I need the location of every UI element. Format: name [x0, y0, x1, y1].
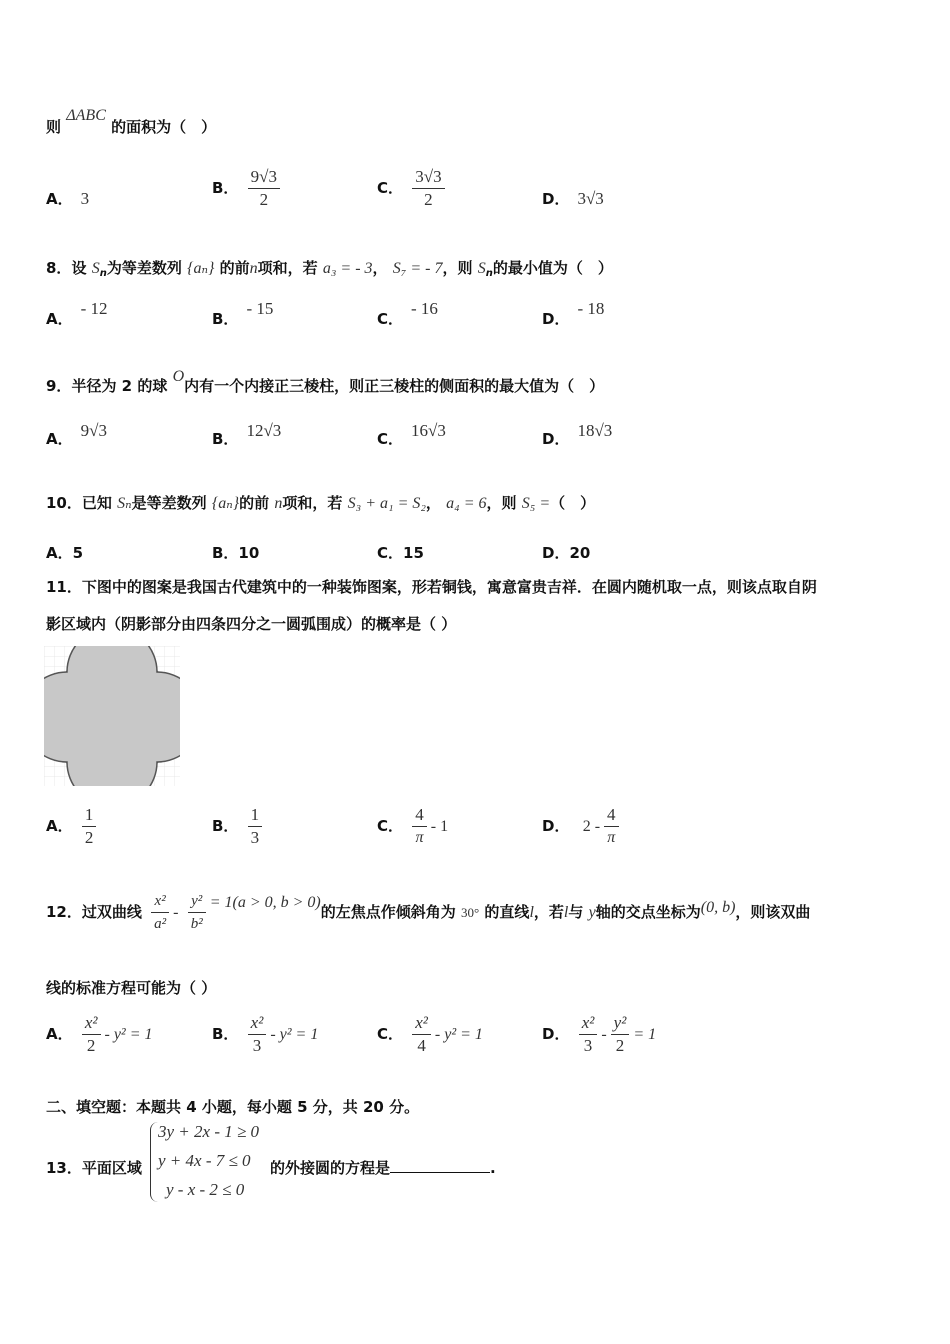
text: 是等差数列 — [131, 494, 207, 512]
option-value: 3 — [80, 189, 90, 208]
text: 的最小值为（ ） — [492, 259, 613, 277]
inequality-3: y - x - 2 ≤ 0 — [166, 1180, 245, 1199]
math-condition: a₃ = - 3 — [322, 260, 373, 277]
numerator: y² — [188, 890, 206, 913]
option-label: D． — [542, 310, 570, 328]
tail: = 1 — [633, 1026, 657, 1043]
numerator: x² — [151, 890, 169, 913]
option-value: 16√3 — [411, 421, 446, 440]
tail: - y² = 1 — [270, 1026, 319, 1043]
q7-option-b[interactable] — [212, 166, 284, 211]
period: . — [490, 1159, 496, 1177]
numerator: 4 — [412, 804, 427, 827]
option-label: C． — [377, 1025, 404, 1043]
option-label: D． — [542, 430, 570, 448]
q11-stem-line2: 影区域内（阴影部分由四条四分之一圆弧围成）的概率是（ ） — [46, 615, 457, 633]
answer-blank[interactable] — [390, 1158, 490, 1173]
text: 设 — [71, 259, 87, 277]
denominator: 2 — [615, 1036, 625, 1055]
math-n: n — [249, 260, 258, 277]
math-sub: n — [485, 268, 493, 279]
text: ，则 — [442, 259, 473, 277]
point: (0, b) — [700, 899, 736, 916]
option-label: C． — [377, 310, 404, 328]
denominator: a² — [154, 916, 167, 932]
condition: = 1(a > 0, b > 0) — [209, 894, 321, 911]
text: 内有一个内接正三棱柱，则正三棱柱的侧面积的最大值为（ ） — [184, 377, 605, 395]
denominator: π — [415, 829, 424, 846]
text: 已知 — [81, 494, 112, 512]
q12-option-b[interactable] — [212, 1012, 318, 1057]
option-label: A． — [46, 190, 73, 208]
question-number: 9． — [46, 377, 72, 395]
option-label: D． — [542, 1025, 570, 1043]
q12-stem-line2: 线的标准方程可能为（ ） — [46, 979, 217, 997]
text: 过双曲线 — [81, 903, 142, 921]
inequality-2: y + 4x - 7 ≤ 0 — [158, 1151, 251, 1170]
math-s: Sₙ — [117, 495, 132, 512]
option-label: C． — [377, 430, 404, 448]
tail: - y² = 1 — [104, 1026, 153, 1043]
q11-option-c[interactable] — [377, 804, 448, 849]
option-label: A． — [46, 1025, 73, 1043]
denominator: π — [607, 829, 616, 846]
fraction — [188, 890, 206, 935]
math-l: l — [563, 904, 569, 921]
numerator: 3√3 — [412, 166, 444, 189]
option-value: 18√3 — [577, 421, 613, 440]
fraction — [412, 804, 427, 849]
text: 的前 — [239, 494, 270, 512]
math-o: O — [172, 368, 185, 385]
option-label: B． — [212, 817, 239, 835]
math-condition: S₇ = - 7 — [392, 260, 443, 277]
q9-option-b[interactable] — [212, 421, 282, 449]
q7-option-d[interactable] — [542, 188, 604, 209]
fraction — [248, 166, 280, 211]
text: 的外接圆的方程是 — [270, 1159, 391, 1177]
q8-stem — [46, 257, 613, 279]
q8-option-c[interactable] — [377, 299, 438, 329]
question-number: 13． — [46, 1159, 82, 1177]
q8-option-a[interactable] — [46, 299, 108, 329]
text: 的直线 — [484, 903, 530, 921]
q12-stem — [46, 890, 810, 935]
math-sub: n — [99, 268, 107, 279]
denominator: 2 — [84, 828, 94, 847]
text: 项和，若 — [282, 494, 343, 512]
q9-option-c[interactable] — [377, 421, 446, 449]
option-value: - 18 — [577, 299, 605, 318]
q7-stem-tail — [46, 107, 217, 137]
text: ， — [425, 494, 441, 512]
text: 的前 — [219, 259, 250, 277]
math-y: y — [588, 904, 596, 921]
question-number: 12． — [46, 903, 82, 921]
math-condition: a₄ = 6 — [446, 495, 487, 512]
section-heading: 二、填空题：本题共 4 小题，每小题 5 分，共 20 分。 — [46, 1098, 420, 1116]
fraction — [412, 166, 444, 211]
fraction — [412, 1012, 431, 1057]
fraction — [82, 1012, 101, 1057]
text: 与 — [568, 903, 584, 921]
denominator: 3 — [583, 1036, 593, 1055]
text: ，则该双曲 — [735, 903, 811, 921]
q10-option-b[interactable]: B．10 — [212, 544, 260, 562]
angle: 30° — [460, 905, 480, 920]
q9-stem — [46, 368, 605, 396]
q13-stem-start — [46, 1157, 142, 1178]
q11-option-a[interactable] — [46, 804, 100, 849]
q10-stem — [46, 492, 595, 513]
question-number: 10． — [46, 494, 82, 512]
q13-stem-end — [270, 1157, 496, 1178]
text: ，则 — [486, 494, 517, 512]
option-label: B． — [212, 430, 239, 448]
fraction — [611, 1012, 630, 1057]
option-label: D． — [542, 817, 570, 835]
text: 项和，若 — [257, 259, 318, 277]
denominator: 4 — [417, 1036, 426, 1055]
numerator: 1 — [248, 804, 263, 827]
q9-option-a[interactable] — [46, 421, 107, 449]
option-value: 9√3 — [80, 421, 107, 440]
q7-triangle: ΔABC — [66, 107, 106, 124]
q8-option-d[interactable] — [542, 299, 605, 329]
q9-option-d[interactable] — [542, 421, 613, 449]
q7-prefix: 则 — [46, 118, 62, 136]
math-sequence: {aₙ} — [187, 260, 215, 277]
text: （ ） — [550, 494, 596, 512]
text: 的左焦点作倾斜角为 — [320, 903, 456, 921]
minus: - — [601, 1026, 607, 1043]
numerator: x² — [82, 1012, 101, 1035]
text: 平面区域 — [81, 1159, 142, 1177]
q10-option-c[interactable]: C．15 — [377, 544, 424, 562]
text: ，若 — [533, 903, 564, 921]
option-label: B． — [212, 179, 239, 197]
question-number: 8． — [46, 259, 72, 277]
numerator: y² — [611, 1012, 630, 1035]
numerator: x² — [579, 1012, 598, 1035]
fraction — [579, 1012, 598, 1057]
denominator: 2 — [86, 1036, 96, 1055]
option-label: C． — [377, 179, 404, 197]
denominator: 3 — [252, 1036, 262, 1055]
math-l: l — [529, 904, 534, 921]
denominator: 2 — [424, 190, 433, 209]
tail: - 1 — [430, 818, 449, 835]
option-label: C． — [377, 817, 404, 835]
q11-option-d[interactable] — [542, 804, 623, 849]
coin-pattern-figure — [44, 646, 180, 786]
text: 为等差数列 — [106, 259, 182, 277]
inequality-1: 3y + 2x - 1 ≥ 0 — [158, 1122, 260, 1141]
option-value: 12√3 — [246, 421, 282, 440]
q7-suffix: 的面积为（ ） — [111, 118, 217, 136]
q7-option-a[interactable] — [46, 188, 89, 209]
option-label: A． — [46, 310, 73, 328]
fraction — [248, 804, 263, 849]
text: 轴的交点坐标为 — [595, 903, 701, 921]
q10-option-a[interactable]: A．5 — [46, 544, 84, 562]
q11-stem-line1: 11．下图中的图案是我国古代建筑中的一种装饰图案，形若铜钱，寓意富贵吉祥．在圆内随机取一点，则该点取自阴 — [46, 578, 817, 596]
tail: - y² = 1 — [434, 1026, 483, 1043]
option-value: - 16 — [411, 299, 438, 318]
q12-option-c[interactable] — [377, 1012, 483, 1057]
denominator: 3 — [250, 828, 260, 847]
prefix: 2 - — [582, 818, 601, 835]
math-s: S — [91, 260, 100, 277]
fraction — [151, 890, 169, 935]
fraction — [604, 804, 619, 849]
numerator: x² — [412, 1012, 431, 1035]
option-label: A． — [46, 817, 73, 835]
denominator: b² — [190, 916, 203, 932]
minus: - — [173, 904, 179, 921]
fraction — [248, 1012, 267, 1057]
math-n: n — [274, 495, 283, 512]
option-label: B． — [212, 310, 239, 328]
option-value: - 12 — [80, 299, 108, 318]
option-value: 3√3 — [577, 189, 604, 208]
q7-option-c[interactable] — [377, 166, 449, 211]
text: 半径为 2 的球 — [71, 377, 168, 395]
q8-option-b[interactable] — [212, 299, 274, 329]
option-label: A． — [46, 430, 73, 448]
denominator: 2 — [259, 190, 269, 209]
text: ， — [372, 259, 388, 277]
numerator: 4 — [604, 804, 619, 827]
math-s5: S₅ = — [521, 495, 551, 512]
q11-option-b[interactable] — [212, 804, 266, 849]
math-s: S — [477, 260, 486, 277]
math-condition: S₃ + a₁ = S₂ — [347, 495, 426, 512]
q12-option-a[interactable] — [46, 1012, 153, 1057]
option-value: - 15 — [246, 299, 274, 318]
option-label: B． — [212, 1025, 239, 1043]
numerator: 1 — [82, 804, 97, 827]
option-label: D． — [542, 190, 570, 208]
numerator: 9√3 — [248, 166, 280, 189]
q10-option-d[interactable]: D．20 — [542, 544, 591, 562]
numerator: x² — [248, 1012, 267, 1035]
fraction — [82, 804, 97, 849]
math-sequence: {aₙ} — [211, 495, 240, 512]
q12-option-d[interactable] — [542, 1012, 656, 1057]
